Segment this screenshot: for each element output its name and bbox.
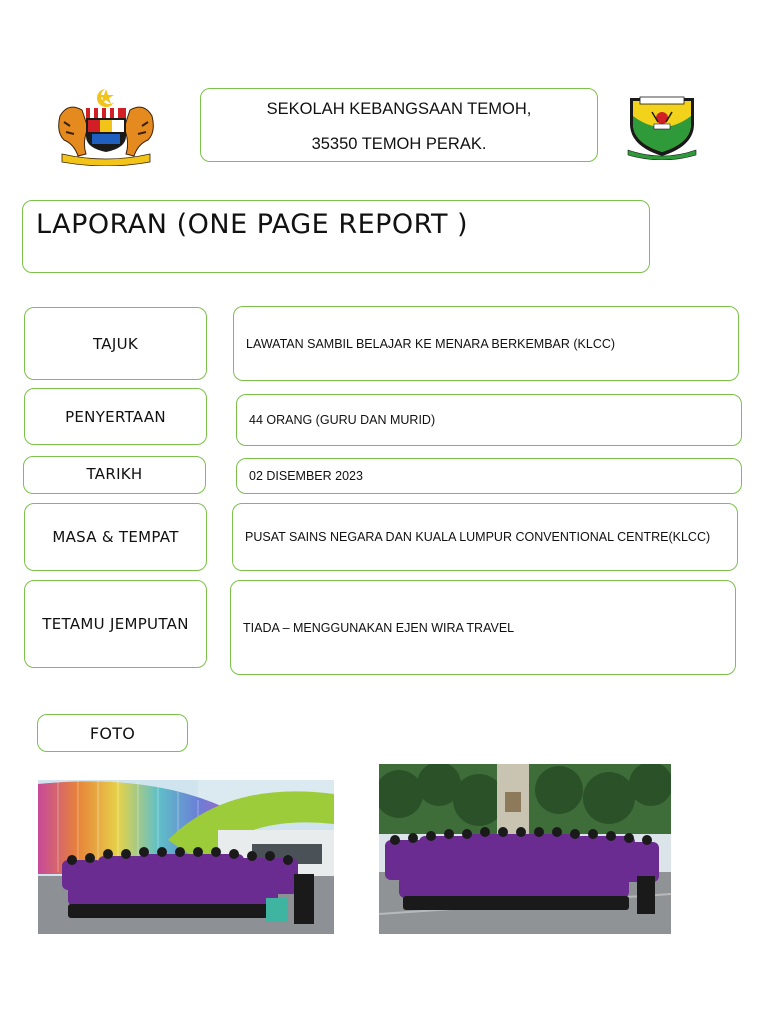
group-people <box>62 854 298 906</box>
label-penyertaan <box>24 388 207 445</box>
value-tajuk <box>233 306 739 381</box>
value-penyertaan <box>236 394 742 446</box>
label-text: TARIKH <box>86 465 143 483</box>
value-text: 02 DISEMBER 2023 <box>249 469 363 483</box>
school-header <box>200 88 598 162</box>
school-name: SEKOLAH KEBANGSAAN TEMOH, <box>266 100 532 118</box>
label-tetamu <box>24 580 207 668</box>
school-logo-icon <box>622 94 702 160</box>
value-text: 44 ORANG (GURU DAN MURID) <box>249 413 436 427</box>
label-text: MASA & TEMPAT <box>52 528 179 546</box>
foto-label: FOTO <box>89 723 136 743</box>
photo-park-group <box>379 764 671 934</box>
report-title-box <box>22 200 650 273</box>
label-tarikh <box>23 456 206 494</box>
value-text: LAWATAN SAMBIL BELAJAR KE MENARA BERKEMBAR (KLCC) <box>246 336 616 351</box>
foto-label-box <box>37 714 188 752</box>
report-title: LAPORAN (ONE PAGE REPORT ) <box>36 209 469 240</box>
value-tetamu <box>230 580 736 675</box>
label-text: TETAMU JEMPUTAN <box>42 615 189 633</box>
value-tarikh <box>236 458 742 494</box>
label-tajuk <box>24 307 207 380</box>
school-address: 35350 TEMOH PERAK. <box>311 135 487 153</box>
label-text: PENYERTAAN <box>65 407 166 426</box>
label-masa-tempat <box>24 503 207 571</box>
value-text: PUSAT SAINS NEGARA DAN KUALA LUMPUR CONVENTIONAL CENTRE(KLCC) <box>245 530 711 544</box>
malaysia-coat-of-arms-icon <box>54 86 158 166</box>
value-masa-tempat <box>232 503 738 571</box>
value-text: TIADA – MENGGUNAKAN EJEN WIRA TRAVEL <box>243 620 515 635</box>
photo-science-centre <box>38 780 334 934</box>
label-text: TAJUK <box>93 334 138 353</box>
